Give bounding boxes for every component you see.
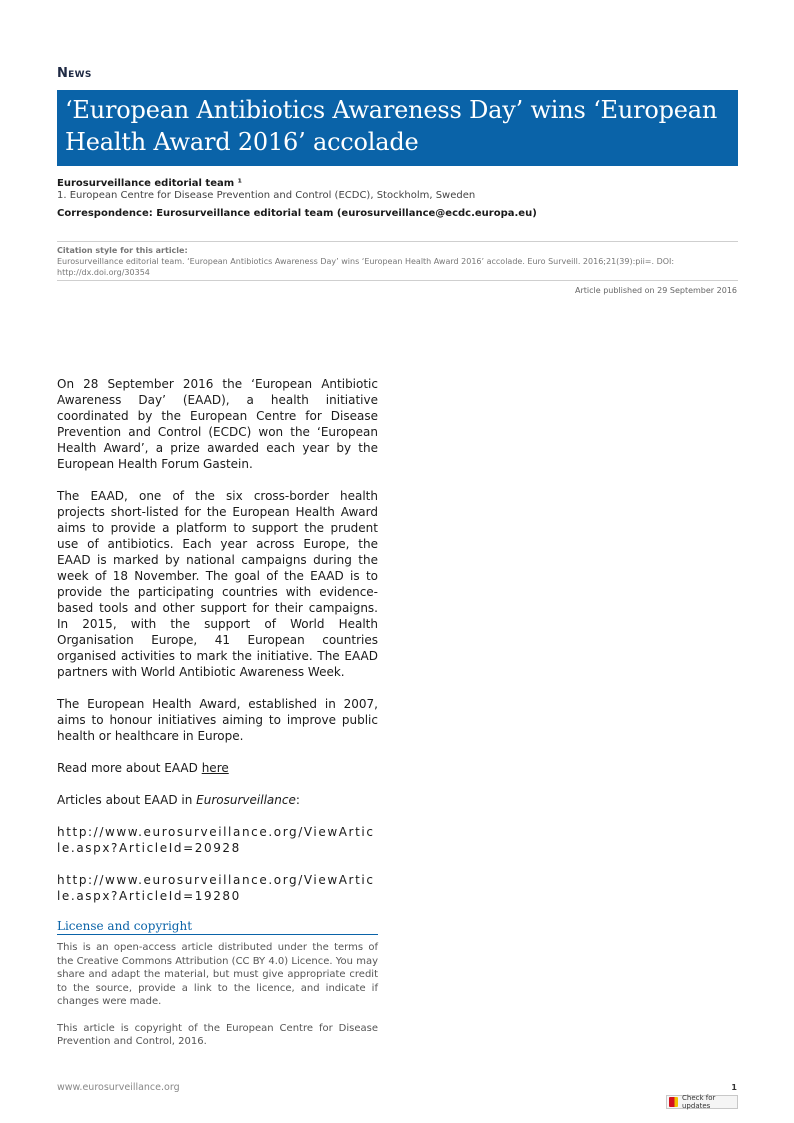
check-for-updates-button[interactable] xyxy=(666,1095,738,1109)
article-url-link[interactable]: http://www.eurosurveillance.org/ViewArticle.aspx?ArticleId=19280 xyxy=(57,873,375,903)
divider xyxy=(57,280,738,281)
journal-name: Eurosurveillance xyxy=(196,793,296,807)
license-paragraph: This is an open-access article distributed under the terms of the Creative Commons Attribution (CC BY 4.0) Licence. You may share and adapt the material, but must give appropriate credit to the source, provide a link to the licence, and indicate if changes were made. xyxy=(57,942,378,1007)
paragraph: The EAAD, one of the six cross-border health projects short-listed for the European Health Award aims to provide a platform to support the prudent use of antibiotics. Each year across Europe, the EAAD is marked by national campaigns during the week of 18 November. The goal of the EAAD is to provide the participating countries with evidence-based tools and other support for their campaigns. In 2015, with the support of World Health Organisation Europe, 41 European countries organised activities to mark the initiative. The EAAD partners with World Antibiotic Awareness Week. xyxy=(57,489,378,679)
article-url-link[interactable]: http://www.eurosurveillance.org/ViewArticle.aspx?ArticleId=20928 xyxy=(57,825,375,855)
paragraph: On 28 September 2016 the ‘European Antibiotic Awareness Day’ (EAAD), a health initiative coordinated by the European Centre for Disease Prevention and Control (ECDC) won the ‘European Health Award’, a prize awarded each year by the European Health Forum Gastein. xyxy=(57,377,378,471)
correspondence: Correspondence: Eurosurveillance editorial team (eurosurveillance@ecdc.europa.eu) xyxy=(57,208,537,219)
citation-heading: Citation style for this article: xyxy=(57,246,188,255)
crossmark-icon xyxy=(669,1097,678,1107)
affiliation: 1. European Centre for Disease Prevention and Control (ECDC), Stockholm, Sweden xyxy=(57,190,476,201)
citation-text: Eurosurveillance editorial team. ‘European Antibiotics Awareness Day’ wins ‘European Health Award 2016’ accolade. Euro Surveill. 2016;21(39):pii=. DOI: http://dx.doi.org/30354 xyxy=(57,257,675,277)
read-more-link[interactable]: here xyxy=(201,761,229,775)
published-date: Article published on 29 September 2016 xyxy=(574,286,737,295)
articles-intro-text: Articles about EAAD in xyxy=(57,793,197,807)
read-more xyxy=(57,760,378,776)
articles-intro-suffix: : xyxy=(295,793,300,807)
paragraph: The European Health Award, established in 2007, aims to honour initiatives aiming to improve public health or healthcare in Europe. xyxy=(57,697,378,743)
article-title: ‘European Antibiotics Awareness Day’ wins ‘European Health Award 2016’ accolade xyxy=(65,96,718,156)
footer-url[interactable]: www.eurosurveillance.org xyxy=(57,1082,180,1093)
license-body xyxy=(57,941,378,1062)
page-number: 1 xyxy=(731,1083,737,1092)
section-label: News xyxy=(57,66,92,81)
copyright-paragraph: This article is copyright of the European Centre for Disease Prevention and Control, 2016. xyxy=(57,1022,378,1047)
read-more-text: Read more about EAAD xyxy=(57,761,202,775)
title-banner xyxy=(57,90,738,166)
article-body xyxy=(57,376,378,920)
license-heading: License and copyright xyxy=(57,919,378,935)
articles-intro xyxy=(57,792,378,808)
check-for-updates-label: Check for updates xyxy=(682,1094,716,1110)
divider xyxy=(57,241,738,242)
authors: Eurosurveillance editorial team ¹ xyxy=(57,178,243,189)
